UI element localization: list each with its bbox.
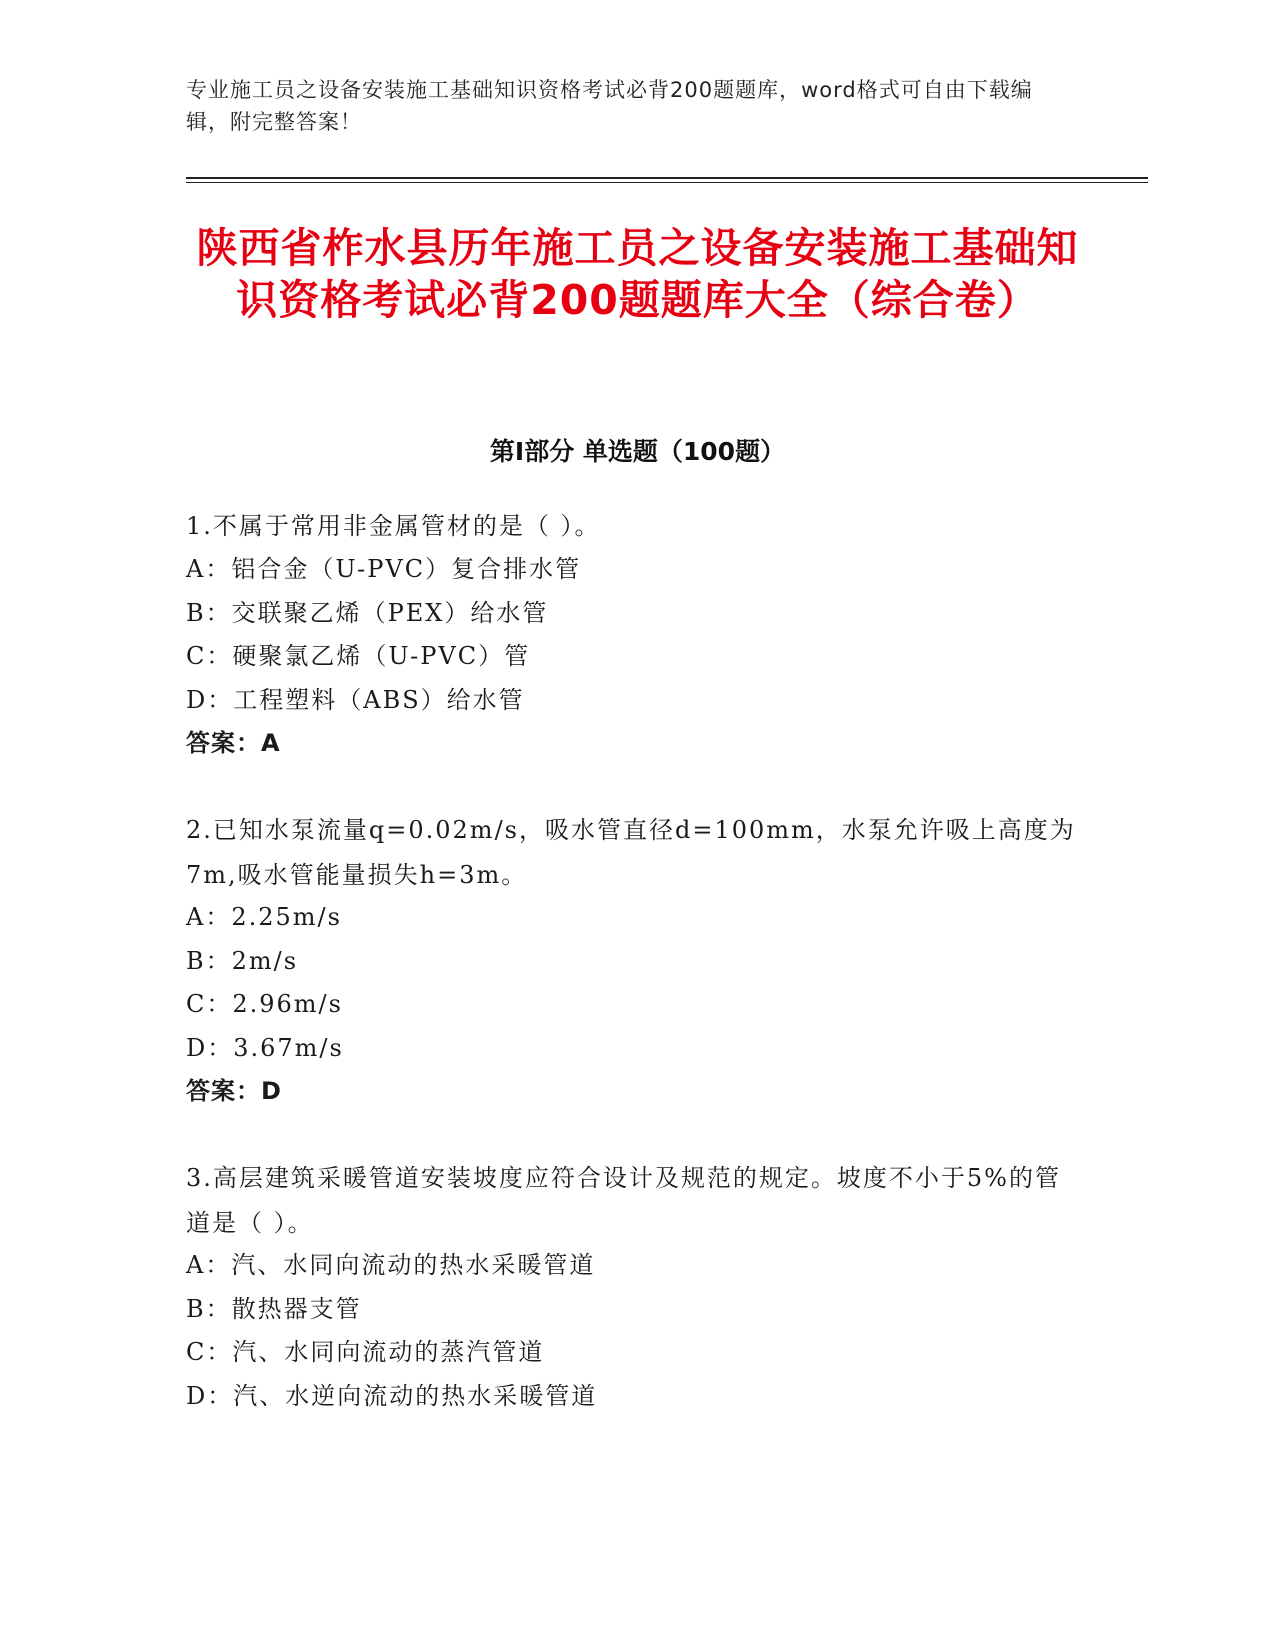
option-b: B：散热器支管 [186, 1295, 362, 1323]
question-text: 3.高层建筑采暖管道安装坡度应符合设计及规范的规定。坡度不小于5%的管道是（ ）。 [186, 1164, 1061, 1237]
option-a: A：铝合金（U-PVC）复合排水管 [186, 555, 582, 583]
header-divider-thick [186, 177, 1148, 179]
option-d: D：汽、水逆向流动的热水采暖管道 [186, 1382, 598, 1410]
answer: 答案：A [186, 729, 281, 757]
option-b: B：2m/s [186, 947, 299, 975]
option-d: D：工程塑料（ABS）给水管 [186, 686, 525, 714]
section-heading: 第I部分 单选题（100题） [489, 437, 786, 466]
question-text: 2.已知水泵流量q=0.02m/s，吸水管直径d=100mm，水泵允许吸上高度为7m,吸水管能量损失h=3m。 [186, 816, 1076, 889]
option-a: A：2.25m/s [186, 903, 342, 931]
option-d: D：3.67m/s [186, 1034, 344, 1062]
header-divider-thin [186, 182, 1148, 183]
answer: 答案：D [186, 1077, 282, 1105]
document-title: 陕西省柞水县历年施工员之设备安装施工基础知识资格考试必背200题题库大全（综合卷） [196, 224, 1079, 324]
option-b: B：交联聚乙烯（PEX）给水管 [186, 599, 549, 627]
question-text: 1.不属于常用非金属管材的是（ ）。 [186, 512, 601, 540]
option-c: C：汽、水同向流动的蒸汽管道 [186, 1338, 545, 1366]
header-note: 专业施工员之设备安装施工基础知识资格考试必背200题题库，word格式可自由下载编辑，附完整答案！ [186, 78, 1033, 134]
option-c: C：硬聚氯乙烯（U-PVC）管 [186, 642, 531, 670]
option-a: A：汽、水同向流动的热水采暖管道 [186, 1251, 596, 1279]
option-c: C：2.96m/s [186, 990, 343, 1018]
